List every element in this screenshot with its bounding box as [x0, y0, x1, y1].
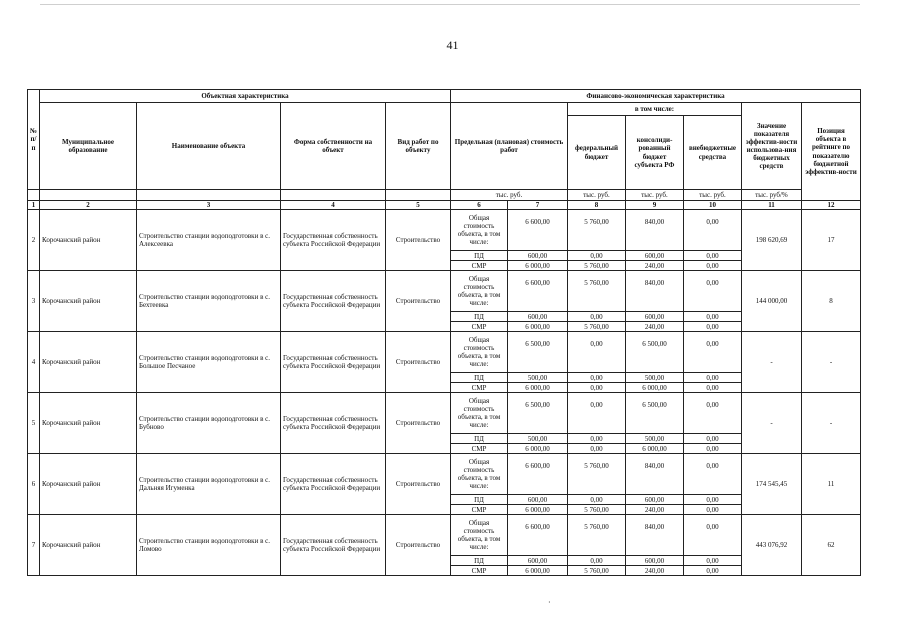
smr-federal-value: 5 760,00 — [568, 505, 626, 515]
total-cost-label: Общая стоимость объекта, в том числе: — [451, 271, 508, 312]
header-extrabudget: внебюджетные средства — [684, 116, 742, 190]
table-row — [28, 515, 861, 556]
row-number: 2 — [28, 210, 40, 271]
extrabudget-value: 0,00 — [684, 393, 742, 434]
object-name-cell: Строительство станции водоподготовки в с. Алексеевка — [137, 210, 281, 271]
consolidated-value: 840,00 — [626, 515, 684, 556]
pd-extrabudget-value: 0,00 — [684, 434, 742, 444]
unit-federal: тыс. руб. — [568, 190, 626, 201]
object-name-cell: Строительство станции водоподготовки в с. Ломово — [137, 515, 281, 576]
smr-consolidated-value: 240,00 — [626, 566, 684, 576]
smr-extrabudget-value: 0,00 — [684, 444, 742, 454]
header-ownership: Форма собственности на объект — [281, 103, 386, 190]
consolidated-value: 6 500,00 — [626, 393, 684, 434]
consolidated-value: 840,00 — [626, 454, 684, 495]
federal-value: 0,00 — [568, 332, 626, 373]
smr-federal-value: 5 760,00 — [568, 566, 626, 576]
smr-cost-value: 6 000,00 — [508, 322, 568, 332]
federal-value: 5 760,00 — [568, 454, 626, 495]
efficiency-value: - — [742, 393, 802, 454]
pd-consolidated-value: 600,00 — [626, 495, 684, 505]
work-type-cell: Строительство — [386, 210, 451, 271]
object-name-cell: Строительство станции водоподготовки в с. Большое Песчаное — [137, 332, 281, 393]
total-cost-value: 6 600,00 — [508, 515, 568, 556]
pd-federal-value: 0,00 — [568, 434, 626, 444]
total-cost-value: 6 600,00 — [508, 454, 568, 495]
ownership-cell: Государственная собственность субъекта Российской Федерации — [281, 332, 386, 393]
header-municipality: Муниципальное образование — [40, 103, 137, 190]
pd-consolidated-value: 600,00 — [626, 312, 684, 322]
object-name-cell: Строительство станции водоподготовки в с. Дальняя Игуменка — [137, 454, 281, 515]
row-number: 7 — [28, 515, 40, 576]
unit-cost: тыс. руб. — [451, 190, 568, 201]
col-number: 12 — [802, 201, 861, 210]
smr-federal-value: 5 760,00 — [568, 261, 626, 271]
federal-value: 5 760,00 — [568, 210, 626, 251]
row-number: 6 — [28, 454, 40, 515]
col-number: 8 — [568, 201, 626, 210]
table-row — [28, 332, 861, 373]
smr-consolidated-value: 240,00 — [626, 261, 684, 271]
header-work-type: Вид работ по объекту — [386, 103, 451, 190]
municipality-cell: Корочанский район — [40, 210, 137, 271]
total-cost-label: Общая стоимость объекта, в том числе: — [451, 515, 508, 556]
unit-extrabudget: тыс. руб. — [684, 190, 742, 201]
smr-label: СМР — [451, 383, 508, 393]
col-number: 11 — [742, 201, 802, 210]
pd-cost-value: 600,00 — [508, 312, 568, 322]
smr-label: СМР — [451, 261, 508, 271]
work-type-cell: Строительство — [386, 454, 451, 515]
object-name-cell: Строительство станции водоподготовки в с. Бубново — [137, 393, 281, 454]
municipality-cell: Корочанский район — [40, 454, 137, 515]
col-number: 1 — [28, 201, 40, 210]
smr-label: СМР — [451, 444, 508, 454]
object-name-cell: Строительство станции водоподготовки в с. Бехтеевка — [137, 271, 281, 332]
smr-extrabudget-value: 0,00 — [684, 505, 742, 515]
rating-value: - — [802, 332, 861, 393]
smr-cost-value: 6 000,00 — [508, 505, 568, 515]
rating-value: 8 — [802, 271, 861, 332]
header-no: № п/п — [28, 90, 40, 190]
pd-label: ПД — [451, 556, 508, 566]
col-number: 5 — [386, 201, 451, 210]
table-row — [28, 454, 861, 495]
header-object-name: Наименование объекта — [137, 103, 281, 190]
work-type-cell: Строительство — [386, 332, 451, 393]
efficiency-value: 443 076,92 — [742, 515, 802, 576]
pd-consolidated-value: 600,00 — [626, 251, 684, 261]
row-number: 5 — [28, 393, 40, 454]
smr-extrabudget-value: 0,00 — [684, 383, 742, 393]
ownership-cell: Государственная собственность субъекта Российской Федерации — [281, 515, 386, 576]
consolidated-value: 6 500,00 — [626, 332, 684, 373]
pd-label: ПД — [451, 434, 508, 444]
top-rule — [40, 4, 860, 5]
objects-table — [27, 89, 861, 576]
row-number: 3 — [28, 271, 40, 332]
extrabudget-value: 0,00 — [684, 271, 742, 312]
total-cost-label: Общая стоимость объекта, в том числе: — [451, 332, 508, 373]
col-number: 6 — [451, 201, 508, 210]
col-number: 9 — [626, 201, 684, 210]
smr-cost-value: 6 000,00 — [508, 261, 568, 271]
pd-label: ПД — [451, 495, 508, 505]
smr-cost-value: 6 000,00 — [508, 383, 568, 393]
smr-consolidated-value: 240,00 — [626, 505, 684, 515]
row-number: 4 — [28, 332, 40, 393]
federal-value: 0,00 — [568, 393, 626, 434]
total-cost-value: 6 500,00 — [508, 332, 568, 373]
total-cost-value: 6 600,00 — [508, 210, 568, 251]
smr-federal-value: 0,00 — [568, 444, 626, 454]
pd-extrabudget-value: 0,00 — [684, 373, 742, 383]
smr-extrabudget-value: 0,00 — [684, 322, 742, 332]
smr-consolidated-value: 6 000,00 — [626, 444, 684, 454]
municipality-cell: Корочанский район — [40, 393, 137, 454]
pd-consolidated-value: 500,00 — [626, 434, 684, 444]
pd-federal-value: 0,00 — [568, 312, 626, 322]
header-efficiency: Значение показателя эффектив-ности использова-ния бюджетных средств — [742, 103, 802, 190]
total-cost-value: 6 500,00 — [508, 393, 568, 434]
smr-label: СМР — [451, 566, 508, 576]
municipality-cell: Корочанский район — [40, 515, 137, 576]
smr-consolidated-value: 240,00 — [626, 322, 684, 332]
table-row — [28, 271, 861, 312]
consolidated-value: 840,00 — [626, 210, 684, 251]
extrabudget-value: 0,00 — [684, 332, 742, 373]
rating-value: 62 — [802, 515, 861, 576]
smr-label: СМР — [451, 505, 508, 515]
ownership-cell: Государственная собственность субъекта Российской Федерации — [281, 210, 386, 271]
header-rating: Позиция объекта в рейтинге по показателю бюджетной эффектив-ности — [802, 103, 861, 201]
smr-extrabudget-value: 0,00 — [684, 261, 742, 271]
extrabudget-value: 0,00 — [684, 210, 742, 251]
total-cost-label: Общая стоимость объекта, в том числе: — [451, 210, 508, 251]
unit-consolidated: тыс. руб. — [626, 190, 684, 201]
smr-label: СМР — [451, 322, 508, 332]
total-cost-label: Общая стоимость объекта, в том числе: — [451, 393, 508, 434]
header-cost: Предельная (плановая) стоимость работ — [451, 103, 568, 190]
pd-label: ПД — [451, 373, 508, 383]
header-consolidated: консолиди-рованный бюджет субъекта РФ — [626, 116, 684, 190]
rating-value: - — [802, 393, 861, 454]
pd-cost-value: 500,00 — [508, 373, 568, 383]
pd-consolidated-value: 500,00 — [626, 373, 684, 383]
col-number: 10 — [684, 201, 742, 210]
smr-federal-value: 5 760,00 — [568, 322, 626, 332]
scan-dot: · — [548, 598, 551, 607]
pd-federal-value: 0,00 — [568, 251, 626, 261]
federal-value: 5 760,00 — [568, 515, 626, 556]
work-type-cell: Строительство — [386, 271, 451, 332]
header-object-group: Объектная характеристика — [40, 90, 451, 103]
col-number: 4 — [281, 201, 386, 210]
extrabudget-value: 0,00 — [684, 515, 742, 556]
pd-label: ПД — [451, 251, 508, 261]
pd-federal-value: 0,00 — [568, 495, 626, 505]
table-row — [28, 393, 861, 434]
ownership-cell: Государственная собственность субъекта Российской Федерации — [281, 271, 386, 332]
ownership-cell: Государственная собственность субъекта Российской Федерации — [281, 454, 386, 515]
rating-value: 11 — [802, 454, 861, 515]
smr-federal-value: 0,00 — [568, 383, 626, 393]
pd-cost-value: 500,00 — [508, 434, 568, 444]
col-number: 7 — [508, 201, 568, 210]
col-number: 2 — [40, 201, 137, 210]
efficiency-value: - — [742, 332, 802, 393]
pd-extrabudget-value: 0,00 — [684, 312, 742, 322]
unit-efficiency: тыс. руб/% — [742, 190, 802, 201]
pd-extrabudget-value: 0,00 — [684, 495, 742, 505]
ownership-cell: Государственная собственность субъекта Российской Федерации — [281, 393, 386, 454]
efficiency-value: 198 620,69 — [742, 210, 802, 271]
work-type-cell: Строительство — [386, 393, 451, 454]
consolidated-value: 840,00 — [626, 271, 684, 312]
header-incl: в том числе: — [568, 103, 742, 116]
pd-federal-value: 0,00 — [568, 556, 626, 566]
smr-consolidated-value: 6 000,00 — [626, 383, 684, 393]
extrabudget-value: 0,00 — [684, 454, 742, 495]
col-number: 3 — [137, 201, 281, 210]
smr-cost-value: 6 000,00 — [508, 444, 568, 454]
smr-cost-value: 6 000,00 — [508, 566, 568, 576]
total-cost-value: 6 600,00 — [508, 271, 568, 312]
pd-extrabudget-value: 0,00 — [684, 556, 742, 566]
pd-federal-value: 0,00 — [568, 373, 626, 383]
municipality-cell: Корочанский район — [40, 332, 137, 393]
work-type-cell: Строительство — [386, 515, 451, 576]
pd-consolidated-value: 600,00 — [626, 556, 684, 566]
pd-cost-value: 600,00 — [508, 495, 568, 505]
efficiency-value: 144 000,00 — [742, 271, 802, 332]
total-cost-label: Общая стоимость объекта, в том числе: — [451, 454, 508, 495]
efficiency-value: 174 545,45 — [742, 454, 802, 515]
pd-label: ПД — [451, 312, 508, 322]
table-row — [28, 210, 861, 251]
header-finance-group: Финансово-экономическая характеристика — [451, 90, 861, 103]
pd-cost-value: 600,00 — [508, 251, 568, 261]
page-number: 41 — [446, 38, 459, 52]
rating-value: 17 — [802, 210, 861, 271]
smr-extrabudget-value: 0,00 — [684, 566, 742, 576]
municipality-cell: Корочанский район — [40, 271, 137, 332]
pd-extrabudget-value: 0,00 — [684, 251, 742, 261]
header-federal: федеральный бюджет — [568, 116, 626, 190]
federal-value: 5 760,00 — [568, 271, 626, 312]
pd-cost-value: 600,00 — [508, 556, 568, 566]
column-numbers-row — [28, 201, 861, 210]
